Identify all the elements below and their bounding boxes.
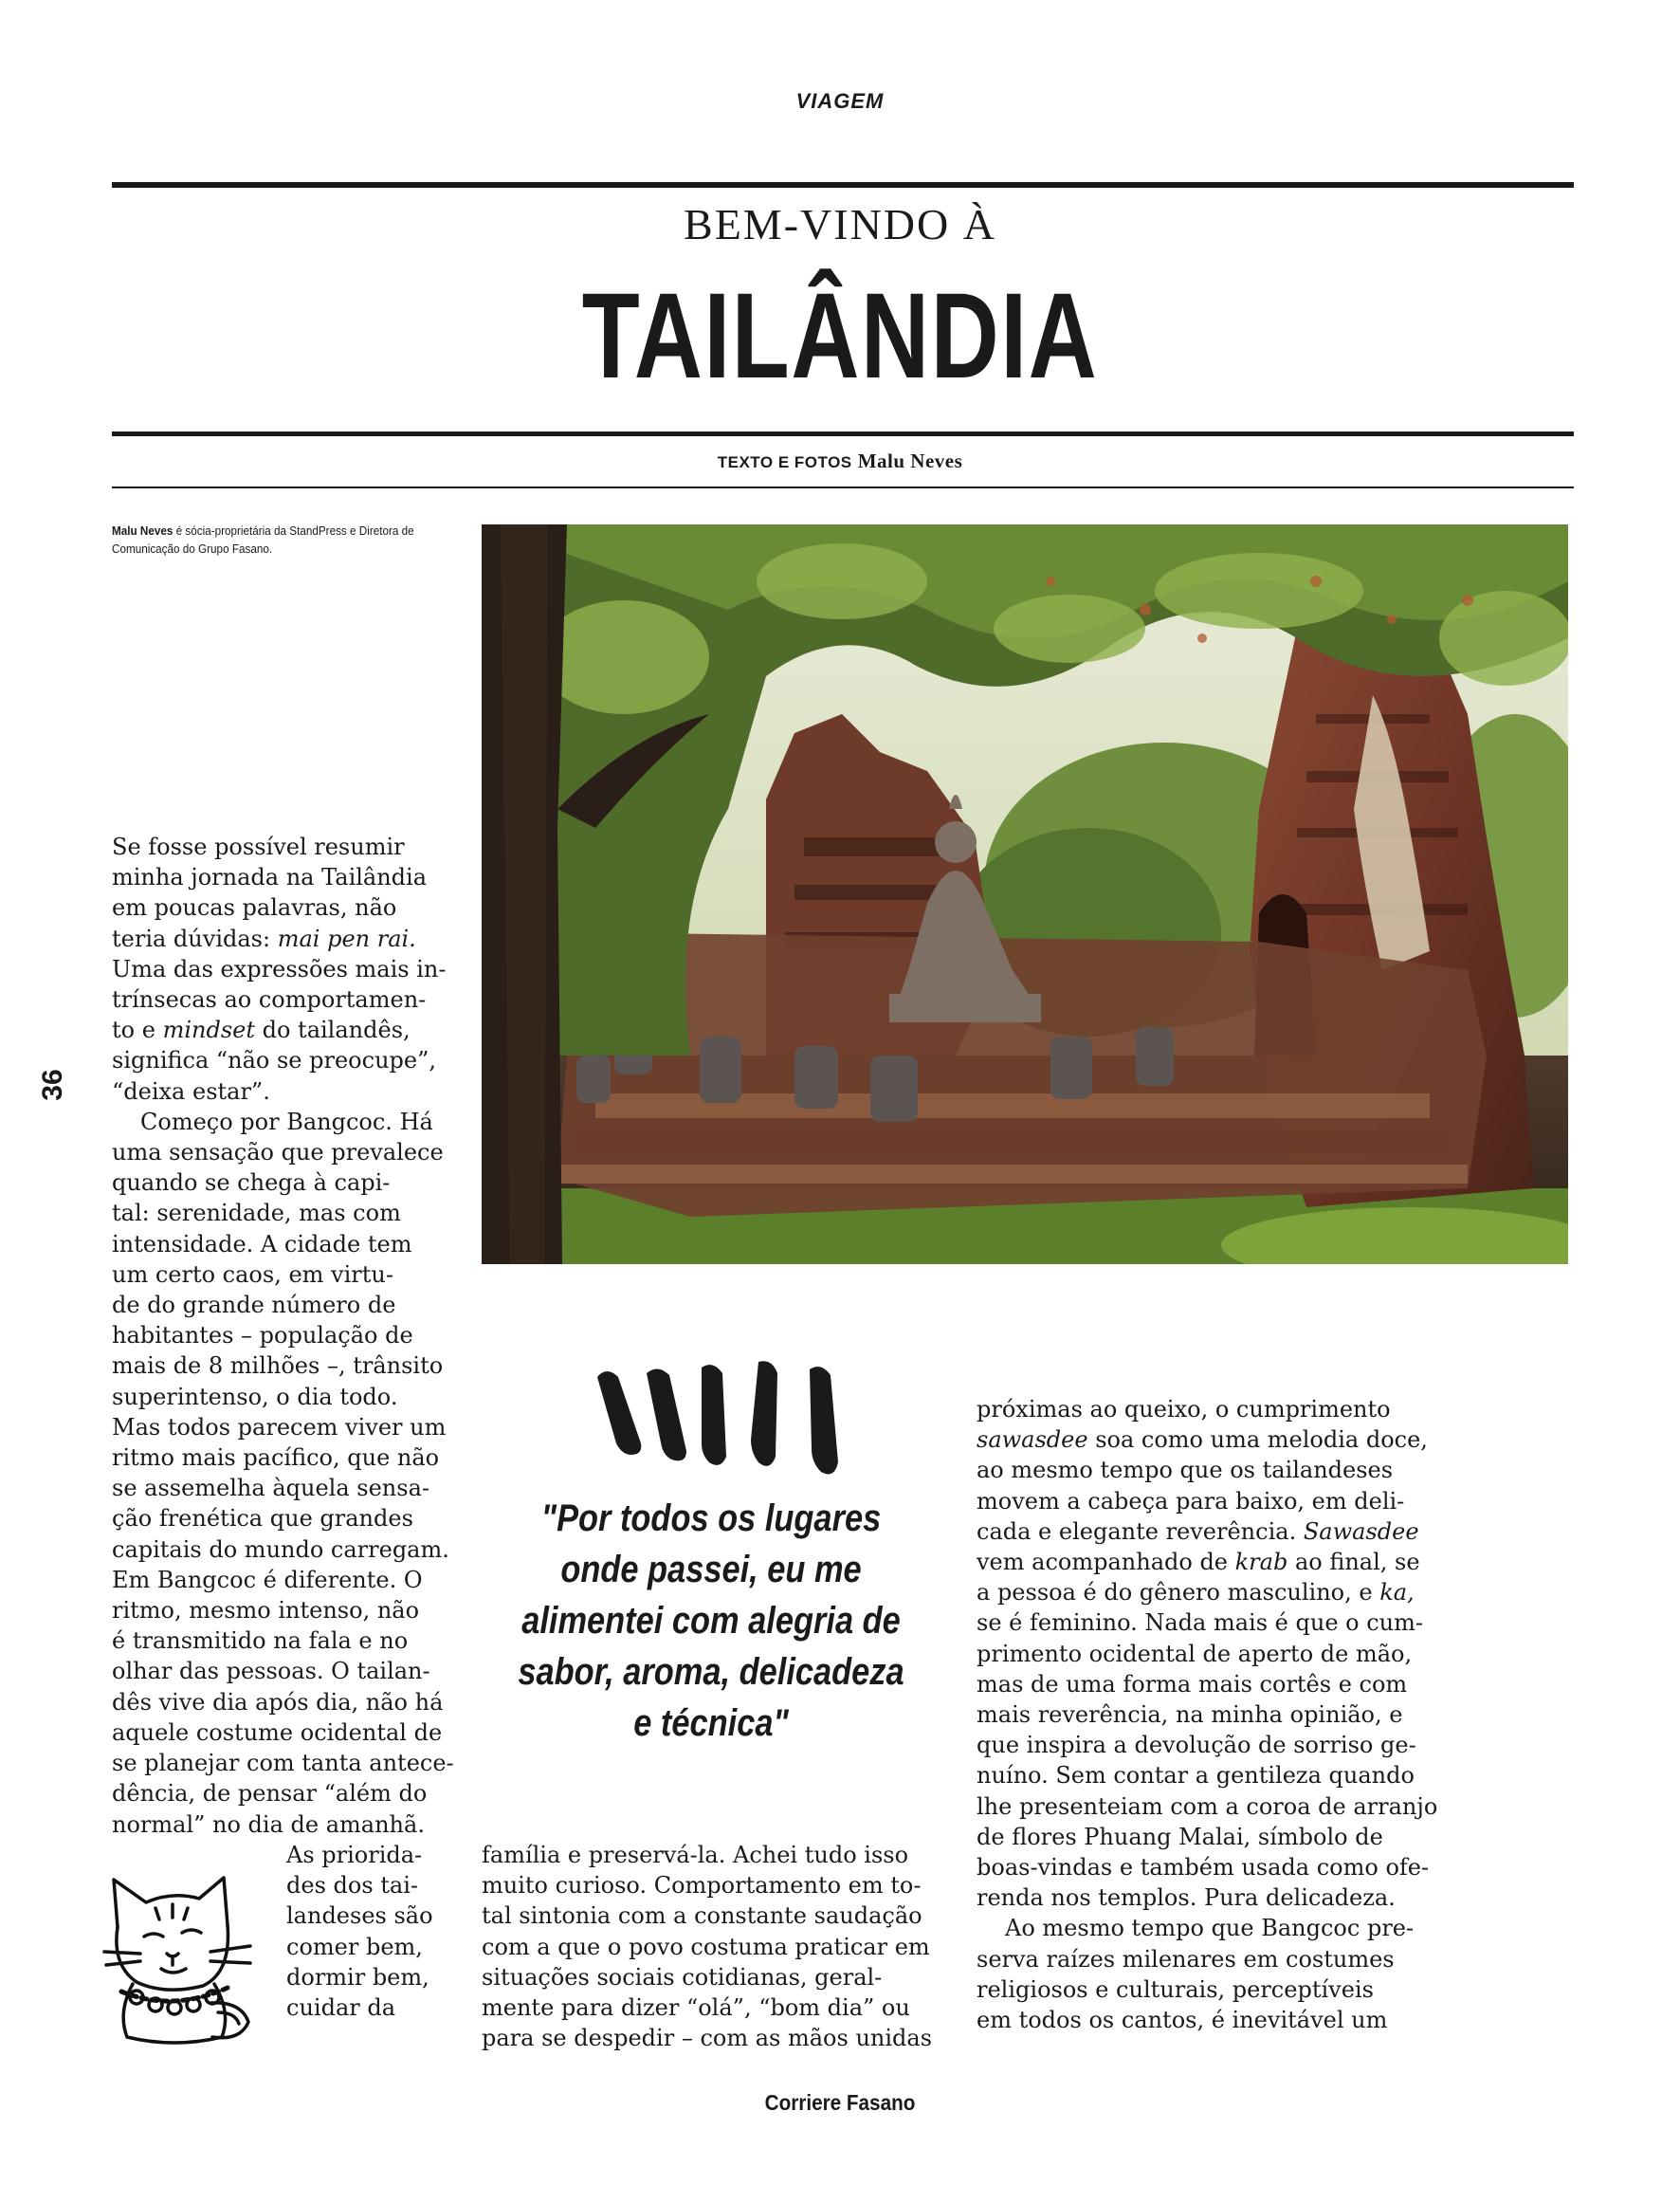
col1-line: normal” no dia de amanhã. bbox=[112, 1810, 425, 1838]
col1-line: Mas todos parecem viver um bbox=[112, 1413, 447, 1441]
page-title: TAILÂNDIA bbox=[581, 268, 1099, 404]
col1-wrap-line: comer bem, bbox=[286, 1933, 423, 1960]
col3-line: nuíno. Sem contar a gentileza quando bbox=[977, 1762, 1415, 1790]
byline-label: TEXTO E FOTOS bbox=[717, 453, 852, 471]
col1-wrap-line: landeses são bbox=[286, 1902, 433, 1930]
col1-line: dês vive dia após dia, não há bbox=[112, 1688, 444, 1716]
footer-publication: Corriere Fasano bbox=[764, 2090, 916, 2115]
col3-line: vem acompanhado de krab ao final, se bbox=[977, 1549, 1420, 1576]
col1-line: em poucas palavras, não bbox=[112, 894, 397, 922]
col3-line: ao mesmo tempo que os tailandeses bbox=[977, 1457, 1394, 1484]
column-1-wrap bbox=[286, 1840, 466, 2023]
col1-line: to e mindset do tailandês, bbox=[112, 1017, 411, 1044]
col1-line: uma sensação que prevalece bbox=[112, 1139, 444, 1166]
title-bottom-rule bbox=[112, 431, 1574, 436]
col3-line: boas-vindas e também usada como ofe- bbox=[977, 1854, 1430, 1882]
col1-line: superintenso, o dia todo. bbox=[112, 1383, 398, 1410]
col1-line: se assemelha àquela sensa- bbox=[112, 1475, 429, 1502]
section-label: VIAGEM bbox=[795, 89, 885, 113]
col1-line: intensidade. A cidade tem bbox=[112, 1230, 412, 1258]
col2-line: família e preservá-la. Achei tudo isso bbox=[482, 1842, 909, 1868]
quote-mark-icon bbox=[588, 1356, 853, 1489]
col1-line: quando se chega à capi- bbox=[112, 1169, 391, 1197]
col2-line: mente para dizer “olá”, “bom dia” ou bbox=[482, 1994, 910, 2022]
author-bio-text: é sócia-proprietária da StandPress e Diretora de Comunicação do Grupo Fasano. bbox=[112, 523, 414, 556]
col3-line: a pessoa é do gênero masculino, e ka, bbox=[977, 1579, 1415, 1607]
col1-line: minha jornada na Tailândia bbox=[112, 864, 428, 891]
col1-line: se planejar com tanta antece- bbox=[112, 1750, 454, 1777]
col2-line: tal sintonia com a constante saudação bbox=[482, 1902, 922, 1930]
col1-line: Uma das expressões mais in- bbox=[112, 955, 447, 982]
col1-line: teria dúvidas: mai pen rai. bbox=[112, 925, 416, 952]
temple-photo bbox=[482, 524, 1568, 1264]
byline-name: Malu Neves bbox=[857, 450, 963, 472]
pre-title: BEM-VINDO À bbox=[684, 200, 996, 248]
col3-line: de flores Phuang Malai, símbolo de bbox=[977, 1823, 1383, 1850]
col2-line: situações sociais cotidianas, geral- bbox=[482, 1963, 883, 1991]
col1-line: trínsecas ao comportamen- bbox=[112, 986, 427, 1014]
term-sawasdee: sawasdee bbox=[977, 1426, 1088, 1454]
col1-line: olhar das pessoas. O tailan- bbox=[112, 1658, 430, 1685]
column-3 bbox=[977, 1394, 1451, 2035]
col1-line: capitais do mundo carregam. bbox=[112, 1535, 449, 1563]
col1-line: de do grande número de bbox=[112, 1292, 396, 1319]
col1-line: Começo por Bangcoc. Há bbox=[140, 1108, 433, 1135]
author-bio-name: Malu Neves bbox=[112, 523, 173, 538]
col2-line: muito curioso. Comportamento em to- bbox=[482, 1872, 922, 1900]
term-ka: ka, bbox=[1379, 1579, 1415, 1607]
col2-line: para se despedir – com as mãos unidas bbox=[482, 2025, 933, 2052]
col3-line: se é feminino. Nada mais é que o cum- bbox=[977, 1609, 1423, 1637]
col3-line: em todos os cantos, é inevitável um bbox=[977, 2007, 1388, 2034]
col3-line: mais reverência, na minha opinião, e bbox=[977, 1701, 1403, 1729]
col1-line: dência, de pensar “além do bbox=[112, 1780, 428, 1808]
col3-line: renda nos templos. Pura delicadeza. bbox=[977, 1884, 1396, 1912]
term-krab: krab bbox=[1234, 1549, 1288, 1576]
col1-line: ção frenética que grandes bbox=[112, 1505, 413, 1533]
col1-line: aquele costume ocidental de bbox=[112, 1718, 443, 1746]
col3-line: movem a cabeça para baixo, em deli- bbox=[977, 1487, 1405, 1515]
byline-rule bbox=[112, 487, 1574, 488]
page-number: 36 bbox=[37, 1069, 68, 1101]
column-1 bbox=[112, 832, 472, 1840]
byline bbox=[0, 450, 1680, 473]
term-mindset: mindset bbox=[162, 1017, 255, 1044]
col2-line: com a que o povo costuma praticar em bbox=[482, 1933, 930, 1960]
col1-line: ritmo, mesmo intenso, não bbox=[112, 1597, 420, 1625]
col3-line: lhe presenteiam com a coroa de arranjo bbox=[977, 1792, 1438, 1820]
col1-wrap-line: des dos tai- bbox=[286, 1872, 419, 1900]
pull-quote: "Por todos os lugares onde passei, eu me alimentei com alegria de sabor, aroma, delicadeza e técnica" bbox=[518, 1497, 904, 1744]
col1-line: significa “não se preocupe”, bbox=[112, 1047, 436, 1074]
col1-line: Se fosse possível resumir bbox=[112, 834, 405, 860]
col1-wrap-line: As priorida- bbox=[286, 1842, 423, 1868]
col1-line: um certo caos, em virtu- bbox=[112, 1260, 393, 1288]
col3-line: sawasdee soa como uma melodia doce, bbox=[977, 1426, 1428, 1454]
term-mai-pen-rai: mai pen rai. bbox=[277, 925, 416, 952]
col1-wrap-line: dormir bem, bbox=[286, 1963, 429, 1991]
col3-line: que inspira a devolução de sorriso ge- bbox=[977, 1732, 1416, 1759]
col1-line: Em Bangcoc é diferente. O bbox=[112, 1566, 423, 1593]
col1-line: ritmo mais pacífico, que não bbox=[112, 1444, 440, 1472]
col3-line: próximas ao queixo, o cumprimento bbox=[977, 1396, 1391, 1423]
col1-line: é transmitido na fala e no bbox=[112, 1627, 409, 1655]
col1-line: mais de 8 milhões –, trânsito bbox=[112, 1352, 444, 1380]
col1-line: tal: serenidade, mas com bbox=[112, 1200, 401, 1227]
col1-line: habitantes – população de bbox=[112, 1322, 413, 1350]
col3-line: primento ocidental de aperto de mão, bbox=[977, 1640, 1413, 1667]
col1-line: “deixa estar”. bbox=[112, 1077, 270, 1105]
col3-line: serva raízes milenares em costumes bbox=[977, 1945, 1395, 1973]
top-rule bbox=[112, 182, 1574, 188]
col3-line: mas de uma forma mais cortês e com bbox=[977, 1670, 1408, 1698]
author-bio bbox=[112, 522, 434, 558]
col3-line: religiosos e culturais, perceptíveis bbox=[977, 1975, 1374, 2003]
col3-line: cada e elegante reverência. Sawasdee bbox=[977, 1517, 1419, 1545]
term-sawasdee: Sawasdee bbox=[1303, 1517, 1419, 1545]
cat-illustration bbox=[99, 1870, 267, 2047]
col3-line: Ao mesmo tempo que Bangcoc pre- bbox=[1005, 1915, 1415, 1942]
col1-wrap-line: cuidar da bbox=[286, 1994, 396, 2022]
column-2 bbox=[482, 1840, 956, 2053]
